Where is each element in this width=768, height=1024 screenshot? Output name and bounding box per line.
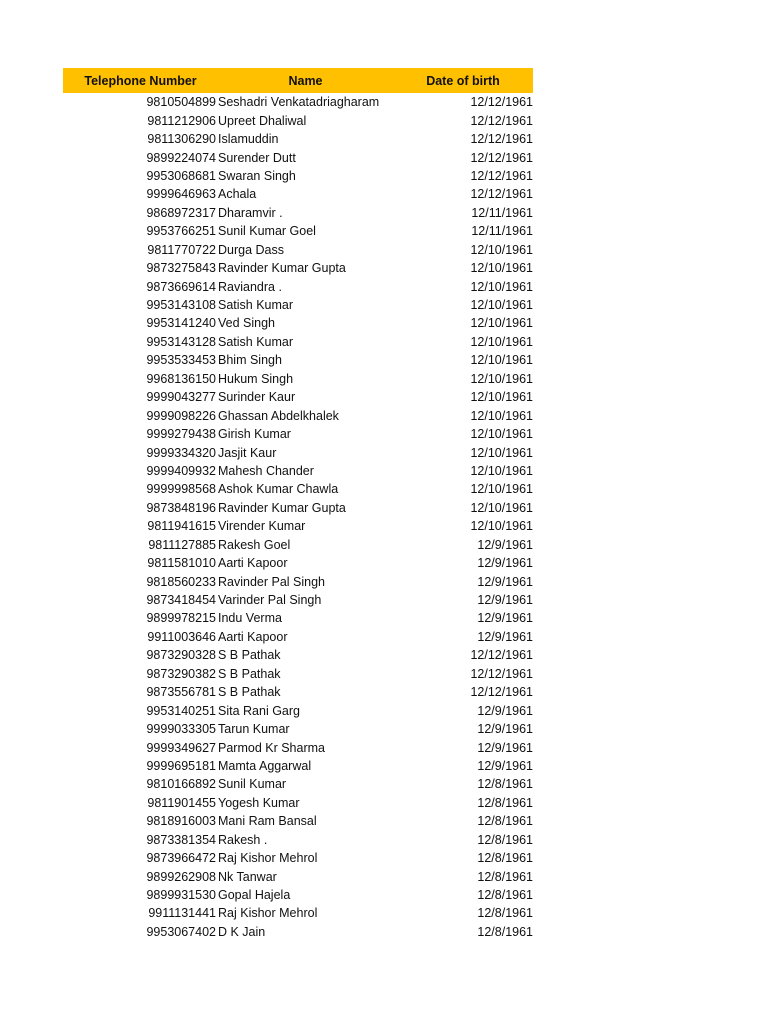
table-row xyxy=(63,185,533,203)
name-cell: Tarun Kumar xyxy=(218,722,290,737)
date-of-birth-cell: 12/10/1961 xyxy=(470,482,533,497)
name-cell: Raj Kishor Mehrol xyxy=(218,851,318,866)
table-row xyxy=(63,812,533,830)
telephone-number-cell: 9899931530 xyxy=(146,888,216,903)
table-row xyxy=(63,204,533,222)
telephone-number-cell: 9811901455 xyxy=(147,795,216,810)
telephone-number-cell: 9953143128 xyxy=(146,334,216,349)
table-row xyxy=(63,738,533,756)
telephone-number-cell: 9953140251 xyxy=(146,703,216,718)
table-row xyxy=(63,241,533,259)
name-cell: Jasjit Kaur xyxy=(218,445,277,460)
table-row xyxy=(63,665,533,683)
date-of-birth-cell: 12/9/1961 xyxy=(477,703,533,718)
table-row xyxy=(63,517,533,535)
date-of-birth-cell: 12/10/1961 xyxy=(470,279,533,294)
telephone-number-cell: 9811770722 xyxy=(147,242,216,257)
table-row xyxy=(63,683,533,701)
name-cell: Swaran Singh xyxy=(218,168,296,183)
date-of-birth-cell: 12/8/1961 xyxy=(477,906,533,921)
telephone-number-cell: 9899262908 xyxy=(146,869,216,884)
name-cell: Rakesh . xyxy=(218,832,268,847)
telephone-number-cell: 9811306290 xyxy=(147,132,216,147)
date-of-birth-cell: 12/10/1961 xyxy=(470,334,533,349)
name-cell: Indu Verma xyxy=(218,611,282,626)
name-cell: Parmod Kr Sharma xyxy=(218,740,325,755)
telephone-number-cell: 9873669614 xyxy=(146,279,216,294)
date-of-birth-cell: 12/10/1961 xyxy=(470,445,533,460)
date-of-birth-cell: 12/8/1961 xyxy=(477,795,533,810)
telephone-number-cell: 9818916003 xyxy=(146,814,216,829)
name-cell: Sunil Kumar xyxy=(218,777,287,792)
date-of-birth-cell: 12/12/1961 xyxy=(470,132,533,147)
name-cell: Mani Ram Bansal xyxy=(218,814,317,829)
table-row xyxy=(63,277,533,295)
telephone-number-cell: 9999409932 xyxy=(146,463,216,478)
table-row xyxy=(63,572,533,590)
table-row xyxy=(63,93,533,111)
date-of-birth-cell: 12/10/1961 xyxy=(470,500,533,515)
name-cell: Nk Tanwar xyxy=(218,869,277,884)
table-row xyxy=(63,388,533,406)
name-cell: S B Pathak xyxy=(218,648,281,663)
table-row xyxy=(63,536,533,554)
date-of-birth-cell: 12/10/1961 xyxy=(470,390,533,405)
table-row xyxy=(63,167,533,185)
date-of-birth-cell: 12/10/1961 xyxy=(470,298,533,313)
telephone-number-cell: 9999033305 xyxy=(146,722,216,737)
column-header-date-of-birth: Date of birth xyxy=(426,73,500,88)
date-of-birth-cell: 12/10/1961 xyxy=(470,371,533,386)
telephone-number-cell: 9999998568 xyxy=(146,482,216,497)
telephone-number-cell: 9999695181 xyxy=(146,758,216,773)
date-of-birth-cell: 12/12/1961 xyxy=(470,648,533,663)
name-cell: Gopal Hajela xyxy=(218,888,291,903)
table-row xyxy=(63,849,533,867)
table-row xyxy=(63,462,533,480)
name-cell: Ravinder Pal Singh xyxy=(218,574,326,589)
date-of-birth-cell: 12/12/1961 xyxy=(470,666,533,681)
name-cell: Durga Dass xyxy=(218,242,284,257)
date-of-birth-cell: 12/8/1961 xyxy=(477,888,533,903)
table-row xyxy=(63,130,533,148)
telephone-number-cell: 9811581010 xyxy=(147,556,216,571)
date-of-birth-cell: 12/12/1961 xyxy=(470,113,533,128)
name-cell: Achala xyxy=(218,187,257,202)
date-of-birth-cell: 12/12/1961 xyxy=(470,95,533,110)
date-of-birth-cell: 12/10/1961 xyxy=(470,353,533,368)
date-of-birth-cell: 12/8/1961 xyxy=(477,924,533,939)
name-cell: S B Pathak xyxy=(218,685,281,700)
table-row xyxy=(63,554,533,572)
name-cell: Ravinder Kumar Gupta xyxy=(218,261,346,276)
name-cell: Surinder Kaur xyxy=(218,390,296,405)
name-cell: Yogesh Kumar xyxy=(218,795,300,810)
telephone-number-cell: 9899978215 xyxy=(146,611,216,626)
name-cell: Virender Kumar xyxy=(218,519,306,534)
telephone-number-cell: 9953533453 xyxy=(146,353,216,368)
telephone-number-cell: 9899224074 xyxy=(146,150,216,165)
table-row xyxy=(63,609,533,627)
table-row xyxy=(63,904,533,922)
telephone-number-cell: 9868972317 xyxy=(146,205,216,220)
table-row xyxy=(63,591,533,609)
date-of-birth-cell: 12/9/1961 xyxy=(477,722,533,737)
date-of-birth-cell: 12/12/1961 xyxy=(470,168,533,183)
telephone-number-cell: 9873966472 xyxy=(146,851,216,866)
table-row xyxy=(63,628,533,646)
date-of-birth-cell: 12/8/1961 xyxy=(477,814,533,829)
date-of-birth-cell: 12/10/1961 xyxy=(470,427,533,442)
table-row xyxy=(63,701,533,719)
date-of-birth-cell: 12/9/1961 xyxy=(477,611,533,626)
telephone-number-cell: 9953141240 xyxy=(146,316,216,331)
table-row xyxy=(63,480,533,498)
table-header-row xyxy=(63,68,533,93)
date-of-birth-cell: 12/10/1961 xyxy=(470,242,533,257)
name-cell: Aarti Kapoor xyxy=(218,629,288,644)
date-of-birth-cell: 12/10/1961 xyxy=(470,463,533,478)
table-row xyxy=(63,646,533,664)
telephone-number-cell: 9953067402 xyxy=(146,924,216,939)
telephone-number-cell: 9911003646 xyxy=(147,629,216,644)
date-of-birth-cell: 12/11/1961 xyxy=(471,205,533,220)
name-cell: Mahesh Chander xyxy=(218,463,314,478)
telephone-number-cell: 9968136150 xyxy=(146,371,216,386)
name-cell: Bhim Singh xyxy=(218,353,282,368)
name-cell: Ashok Kumar Chawla xyxy=(218,482,339,497)
table-row xyxy=(63,259,533,277)
name-cell: Varinder Pal Singh xyxy=(218,593,322,608)
table-row xyxy=(63,296,533,314)
table-row xyxy=(63,794,533,812)
table-row xyxy=(63,333,533,351)
table-row xyxy=(63,425,533,443)
date-of-birth-cell: 12/11/1961 xyxy=(471,224,533,239)
table-body xyxy=(63,93,533,941)
name-cell: Mamta Aggarwal xyxy=(218,758,312,773)
name-cell: Raj Kishor Mehrol xyxy=(218,906,318,921)
date-of-birth-cell: 12/10/1961 xyxy=(470,519,533,534)
table-row xyxy=(63,148,533,166)
table-row xyxy=(63,443,533,461)
date-of-birth-cell: 12/12/1961 xyxy=(470,187,533,202)
date-of-birth-cell: 12/8/1961 xyxy=(477,832,533,847)
telephone-number-cell: 9999043277 xyxy=(146,390,216,405)
column-header-telephone-number: Telephone Number xyxy=(84,73,197,88)
name-cell: Satish Kumar xyxy=(218,298,294,313)
telephone-number-cell: 9818560233 xyxy=(146,574,216,589)
table-row xyxy=(63,222,533,240)
name-cell: S B Pathak xyxy=(218,666,281,681)
column-header-name: Name xyxy=(288,73,323,88)
date-of-birth-cell: 12/12/1961 xyxy=(470,685,533,700)
telephone-number-cell: 9953766251 xyxy=(146,224,216,239)
telephone-number-cell: 9811127885 xyxy=(148,537,216,552)
date-of-birth-cell: 12/10/1961 xyxy=(470,408,533,423)
telephone-number-cell: 9873418454 xyxy=(146,593,216,608)
date-of-birth-cell: 12/8/1961 xyxy=(477,777,533,792)
table-row xyxy=(63,111,533,129)
name-cell: Sita Rani Garg xyxy=(218,703,300,718)
table-row xyxy=(63,757,533,775)
telephone-number-cell: 9873381354 xyxy=(146,832,216,847)
name-cell: Surender Dutt xyxy=(218,150,296,165)
date-of-birth-cell: 12/9/1961 xyxy=(477,574,533,589)
name-cell: Ved Singh xyxy=(218,316,275,331)
date-of-birth-cell: 12/9/1961 xyxy=(477,537,533,552)
telephone-number-cell: 9953068681 xyxy=(146,168,216,183)
telephone-number-cell: 9873848196 xyxy=(146,500,216,515)
date-of-birth-cell: 12/9/1961 xyxy=(477,593,533,608)
name-cell: Satish Kumar xyxy=(218,334,294,349)
spreadsheet-table xyxy=(63,68,533,941)
table-row xyxy=(63,314,533,332)
telephone-number-cell: 9873556781 xyxy=(146,685,216,700)
name-cell: Hukum Singh xyxy=(218,371,294,386)
date-of-birth-cell: 12/9/1961 xyxy=(477,629,533,644)
table-row xyxy=(63,886,533,904)
table-row xyxy=(63,499,533,517)
telephone-number-cell: 9999349627 xyxy=(146,740,216,755)
table-row xyxy=(63,867,533,885)
telephone-number-cell: 9873275843 xyxy=(146,261,216,276)
date-of-birth-cell: 12/10/1961 xyxy=(470,316,533,331)
telephone-number-cell: 9811941615 xyxy=(147,519,216,534)
table-row xyxy=(63,351,533,369)
name-cell: Rakesh Goel xyxy=(218,537,291,552)
telephone-number-cell: 9811212906 xyxy=(147,113,216,128)
date-of-birth-cell: 12/12/1961 xyxy=(470,150,533,165)
name-cell: Seshadri Venkatadriagharam xyxy=(218,95,380,110)
telephone-number-cell: 9873290328 xyxy=(146,648,216,663)
table-row xyxy=(63,406,533,424)
date-of-birth-cell: 12/9/1961 xyxy=(477,740,533,755)
name-cell: D K Jain xyxy=(218,924,266,939)
date-of-birth-cell: 12/8/1961 xyxy=(477,851,533,866)
name-cell: Dharamvir . xyxy=(218,205,283,220)
name-cell: Islamuddin xyxy=(218,132,279,147)
telephone-number-cell: 9999279438 xyxy=(146,427,216,442)
date-of-birth-cell: 12/8/1961 xyxy=(477,869,533,884)
date-of-birth-cell: 12/10/1961 xyxy=(470,261,533,276)
telephone-number-cell: 9810504899 xyxy=(146,95,216,110)
table-row xyxy=(63,370,533,388)
telephone-number-cell: 9999098226 xyxy=(146,408,216,423)
name-cell: Raviandra . xyxy=(218,279,282,294)
name-cell: Upreet Dhaliwal xyxy=(218,113,307,128)
date-of-birth-cell: 12/9/1961 xyxy=(477,758,533,773)
name-cell: Sunil Kumar Goel xyxy=(218,224,316,239)
table-row xyxy=(63,923,533,941)
date-of-birth-cell: 12/9/1961 xyxy=(477,556,533,571)
telephone-number-cell: 9999334320 xyxy=(146,445,216,460)
table-row xyxy=(63,775,533,793)
telephone-number-cell: 9810166892 xyxy=(146,777,216,792)
telephone-number-cell: 9953143108 xyxy=(146,298,216,313)
name-cell: Aarti Kapoor xyxy=(218,556,288,571)
telephone-number-cell: 9873290382 xyxy=(146,666,216,681)
name-cell: Ravinder Kumar Gupta xyxy=(218,500,346,515)
telephone-number-cell: 9999646963 xyxy=(146,187,216,202)
telephone-number-cell: 9911131441 xyxy=(148,906,216,921)
name-cell: Girish Kumar xyxy=(218,427,291,442)
table-row xyxy=(63,720,533,738)
name-cell: Ghassan Abdelkhalek xyxy=(218,408,339,423)
table-row xyxy=(63,831,533,849)
